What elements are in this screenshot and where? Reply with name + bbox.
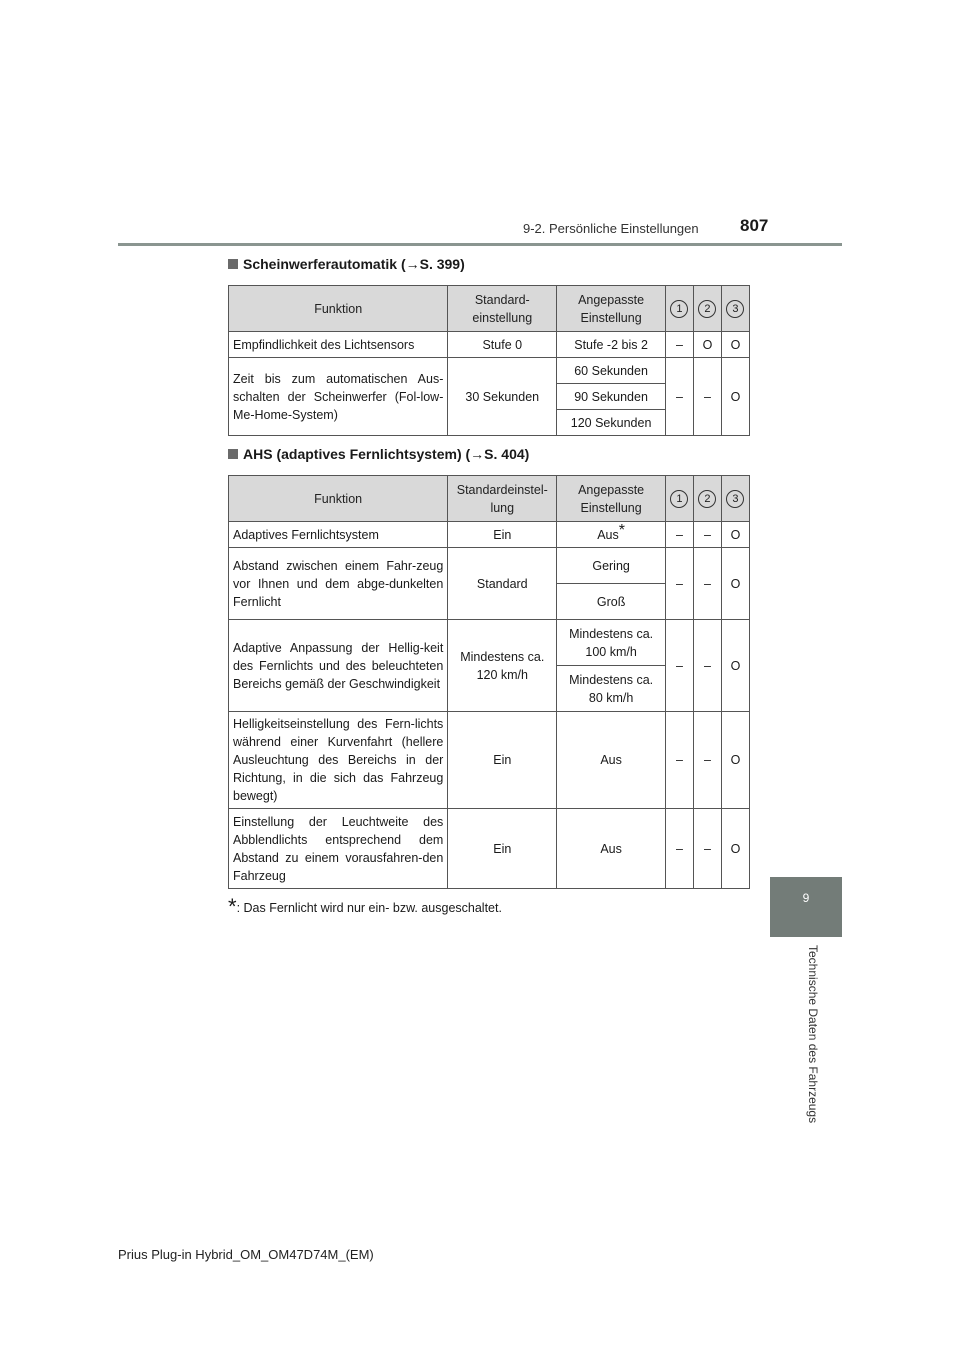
cell-custom: 90 Sekunden [557, 384, 666, 410]
section-heading: 9-2. Persönliche Einstellungen [523, 221, 699, 236]
col-header-2 [693, 476, 721, 522]
asterisk-icon: * [228, 894, 237, 919]
cell-function: Adaptives Fernlichtsystem [229, 522, 448, 548]
cell-function: Abstand zwischen einem Fahr-zeug vor Ihnen und dem abge-dunkelten Fernlicht [229, 548, 448, 620]
col-header-function: Funktion [229, 286, 448, 332]
cell-custom: Mindestens ca. 80 km/h [557, 666, 666, 712]
cell-custom [557, 522, 666, 548]
cell-mark-3: O [721, 809, 749, 889]
section-title-1 [228, 256, 465, 272]
cell-mark-3: O [721, 548, 749, 620]
cell-custom: 60 Sekunden [557, 358, 666, 384]
cell-mark-1: – [666, 332, 694, 358]
cell-mark-1: – [665, 712, 693, 809]
settings-table-1 [228, 285, 750, 436]
cell-custom: Groß [557, 584, 666, 620]
col-header-custom: Angepasste Einstellung [557, 286, 666, 332]
table-row [229, 809, 750, 889]
circled-3-icon: 3 [726, 490, 744, 508]
cell-mark-1: – [665, 620, 693, 712]
document-footer: Prius Plug-in Hybrid_OM_OM47D74M_(EM) [118, 1247, 374, 1262]
table-row [229, 548, 750, 584]
cell-mark-2: – [693, 620, 721, 712]
section-title-text: AHS (adaptives Fernlichtsystem) (→S. 404) [243, 446, 530, 462]
circled-2-icon: 2 [698, 490, 716, 508]
cell-mark-2: – [693, 712, 721, 809]
cell-mark-3: O [721, 620, 749, 712]
cell-mark-2: – [693, 522, 721, 548]
cell-mark-2: O [693, 332, 721, 358]
cell-custom: Stufe -2 bis 2 [557, 332, 666, 358]
cell-mark-3: O [721, 712, 749, 809]
cell-mark-1: – [665, 548, 693, 620]
footnote-text: : Das Fernlicht wird nur ein- bzw. ausgeschaltet. [236, 901, 502, 915]
col-header-function: Funktion [229, 476, 448, 522]
chapter-tab [770, 877, 842, 937]
cell-mark-2: – [693, 548, 721, 620]
cell-mark-3: O [721, 332, 749, 358]
col-header-2 [693, 286, 721, 332]
cell-mark-2: – [693, 809, 721, 889]
col-header-1 [665, 476, 693, 522]
cell-standard: 30 Sekunden [448, 358, 557, 436]
circled-3-icon: 3 [726, 300, 744, 318]
cell-custom: Mindestens ca. 100 km/h [557, 620, 666, 666]
settings-table-2 [228, 475, 750, 889]
col-header-standard: Standard-einstellung [448, 286, 557, 332]
circled-1-icon: 1 [670, 300, 688, 318]
cell-custom: 120 Sekunden [557, 410, 666, 436]
page-number: 807 [740, 216, 769, 235]
col-header-3 [721, 286, 749, 332]
table-row [229, 522, 750, 548]
col-header-3 [721, 476, 749, 522]
cell-standard: Ein [448, 809, 557, 889]
header-divider [118, 243, 842, 246]
circled-1-icon: 1 [670, 490, 688, 508]
section-title-text: Scheinwerferautomatik (→S. 399) [243, 256, 465, 272]
col-header-1 [666, 286, 694, 332]
cell-custom: Aus [557, 809, 666, 889]
cell-custom-text: Aus [597, 527, 619, 542]
table-row [229, 620, 750, 666]
cell-custom: Gering [557, 548, 666, 584]
cell-function: Einstellung der Leuchtweite des Abblendlichts entsprechend dem Abstand zu einem vorausfahren-den Fahrzeug [229, 809, 448, 889]
circled-2-icon: 2 [698, 300, 716, 318]
cell-mark-3: O [721, 522, 749, 548]
square-bullet-icon [228, 449, 238, 459]
table-row [229, 332, 750, 358]
cell-mark-3: O [721, 358, 749, 436]
cell-mark-1: – [666, 358, 694, 436]
cell-mark-1: – [665, 809, 693, 889]
cell-function: Zeit bis zum automatischen Aus-schalten der Scheinwerfer (Fol-low-Me-Home-System) [229, 358, 448, 436]
cell-standard: Stufe 0 [448, 332, 557, 358]
cell-standard: Standard [448, 548, 557, 620]
square-bullet-icon [228, 259, 238, 269]
section-title-2 [228, 446, 529, 462]
cell-standard: Ein [448, 522, 557, 548]
cell-function: Adaptive Anpassung der Hellig-keit des Fernlichts und des beleuchteten Bereichs gemäß der Geschwindigkeit [229, 620, 448, 712]
asterisk-icon: * [618, 521, 625, 539]
cell-standard: Mindestens ca. 120 km/h [448, 620, 557, 712]
cell-standard: Ein [448, 712, 557, 809]
cell-custom: Aus [557, 712, 666, 809]
cell-mark-1: – [665, 522, 693, 548]
col-header-standard: Standardeinstel-lung [448, 476, 557, 522]
footnote [228, 894, 502, 920]
chapter-label: Technische Daten des Fahrzeugs [806, 945, 820, 1124]
chapter-number: 9 [802, 891, 810, 905]
col-header-custom: Angepasste Einstellung [557, 476, 666, 522]
table-row [229, 358, 750, 384]
cell-function: Helligkeitseinstellung des Fern-lichts während einer Kurvenfahrt (hellere Ausleuchtung des Bereichs in der Richtung, in die sich das Fahrzeug bewegt) [229, 712, 448, 809]
cell-mark-2: – [693, 358, 721, 436]
table-row [229, 712, 750, 809]
cell-function: Empfindlichkeit des Lichtsensors [229, 332, 448, 358]
